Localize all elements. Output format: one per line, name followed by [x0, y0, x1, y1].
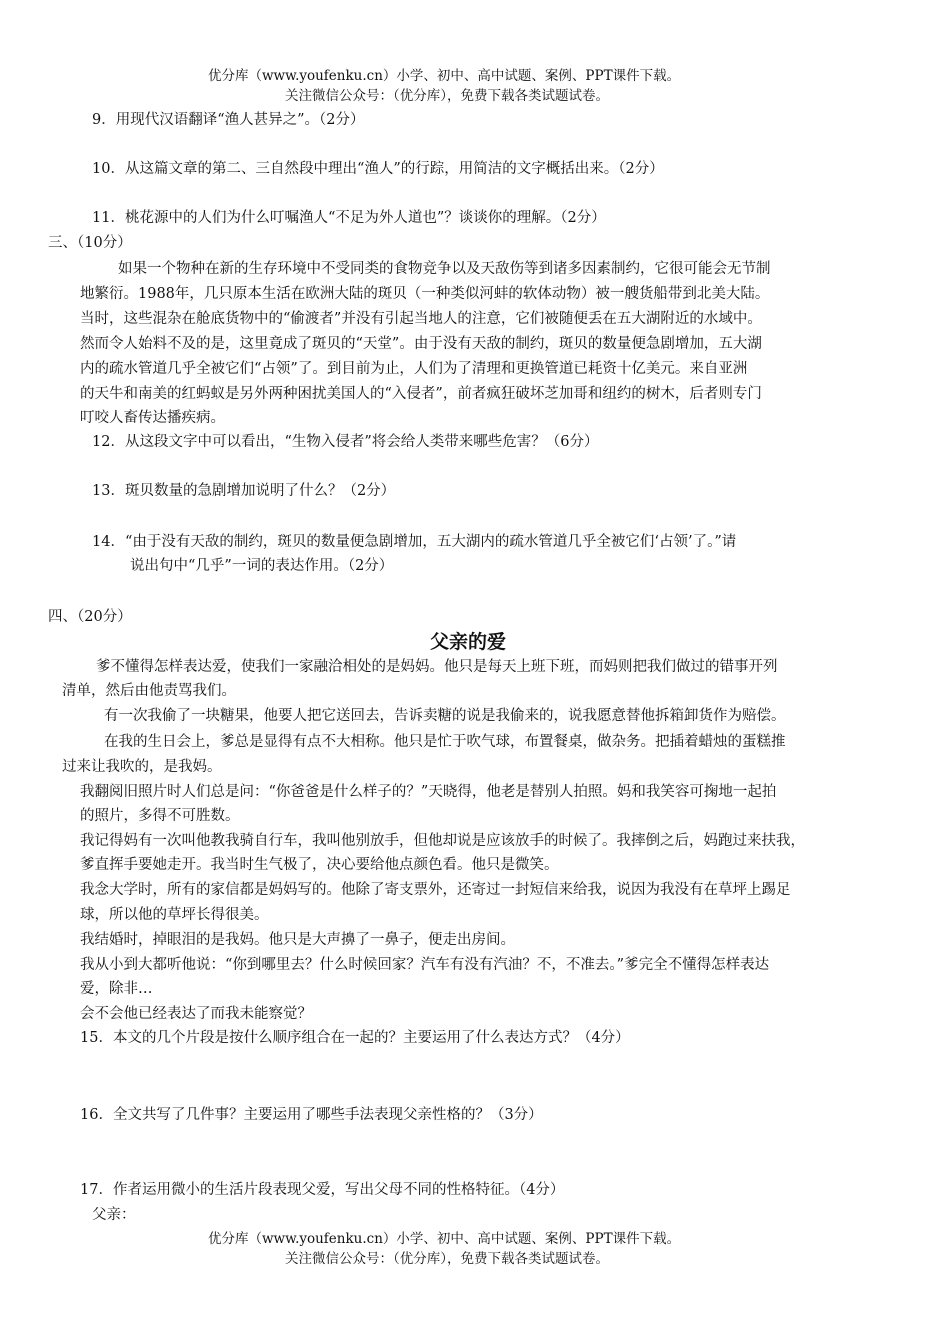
question-15: 15．本文的几个片段是按什么顺序组合在一起的？主要运用了什么表达方式？（4分） — [80, 1030, 630, 1046]
passage-4-line: 我念大学时，所有的家信都是妈妈写的。他除了寄支票外，还寄过一封短信来给我，说因为我没有在草坪上踢足 — [80, 882, 791, 898]
passage-3-line: 然而令人始料不及的是，这里竟成了斑贝的“天堂”。由于没有天敌的制约，斑贝的数量便急剧增加，五大湖 — [80, 336, 762, 352]
passage-4-line: 在我的生日会上，爹总是显得有点不大相称。他只是忙于吹气球，布置餐桌，做杂务。把插着蜡烛的蛋糕推 — [104, 734, 786, 750]
passage-4-line: 的照片，多得不可胜数。 — [80, 808, 240, 824]
question-12: 12．从这段文字中可以看出，“生物入侵者”将会给人类带来哪些危害？（6分） — [92, 434, 599, 450]
question-14: 14．“由于没有天敌的制约，斑贝的数量便急剧增加，五大湖内的疏水管道几乎全被它们‘占领’了。”请 — [92, 534, 737, 550]
passage-4-line: 过来让我吹的，是我妈。 — [62, 759, 222, 775]
question-9: 9．用现代汉语翻译“渔人甚异之”。（2分） — [92, 112, 365, 128]
passage-4-line: 清单，然后由他责骂我们。 — [62, 683, 236, 699]
passage-3-line: 当时，这些混杂在舱底货物中的“偷渡者”并没有引起当地人的注意，它们被随便丢在五大湖附近的水域中。 — [80, 311, 762, 327]
section-3-heading: 三、（10分） — [48, 235, 132, 251]
passage-4-line: 爱，除非… — [80, 981, 153, 997]
question-11: 11．桃花源中的人们为什么叮嘱渔人“不足为外人道也”？谈谈你的理解。（2分） — [92, 210, 606, 226]
footer-line-2: 关注微信公众号：（优分库），免费下载各类试题试卷。 — [285, 1251, 609, 1267]
question-17: 17．作者运用微小的生活片段表现父爱，写出父母不同的性格特征。（4分） — [80, 1182, 565, 1198]
passage-4-line: 会不会他已经表达了而我未能察觉？ — [80, 1006, 312, 1022]
passage-4-line: 爹直挥手要她走开。我当时生气极了，决心要给他点颜色看。他只是微笑。 — [80, 857, 559, 873]
passage-4-line: 球，所以他的草坪长得很美。 — [80, 907, 269, 923]
passage-3-line: 叮咬人畜传达播疾病。 — [80, 410, 225, 426]
question-14-cont: 说出句中“几乎”一词的表达作用。（2分） — [130, 558, 394, 574]
question-13: 13．斑贝数量的急剧增加说明了什么？（2分） — [92, 483, 396, 499]
footer-line-1: 优分库（www.youfenku.cn）小学、初中、高中试题、案例、PPT课件下载。 — [208, 1231, 681, 1247]
passage-3-line: 地繁衍。1988年，几只原本生活在欧洲大陆的斑贝（一种类似河蚌的软体动物）被一艘货船带到北美大陆。 — [80, 286, 770, 302]
question-17-father-label: 父亲： — [92, 1207, 136, 1223]
passage-4-line: 爹不懂得怎样表达爱，使我们一家融洽相处的是妈妈。他只是每天上班下班，而妈则把我们做过的错事开列 — [96, 659, 778, 675]
question-10: 10．从这篇文章的第二、三自然段中理出“渔人”的行踪，用简洁的文字概括出来。（2分） — [92, 161, 664, 177]
passage-3-line: 内的疏水管道几乎全被它们“占领”了。到目前为止，人们为了清理和更换管道已耗资十亿美元。来自亚洲 — [80, 361, 748, 377]
passage-4-line: 有一次我偷了一块糖果，他要人把它送回去，告诉卖糖的说是我偷来的，说我愿意替他拆箱卸货作为赔偿。 — [104, 708, 786, 724]
section-4-heading: 四、（20分） — [48, 609, 132, 625]
header-line-2: 关注微信公众号：（优分库），免费下载各类试题试卷。 — [285, 88, 609, 104]
article-title: 父亲的爱 — [430, 631, 507, 653]
passage-3-line: 如果一个物种在新的生存环境中不受同类的食物竞争以及天敌伤等到诸多因素制约，它很可能会无节制 — [118, 261, 771, 277]
passage-4-line: 我翻阅旧照片时人们总是问：“你爸爸是什么样子的？”天晓得，他老是替别人拍照。妈和我笑容可掬地一起拍 — [80, 784, 777, 800]
passage-4-line: 我从小到大都听他说：“你到哪里去？什么时候回家？汽车有没有汽油？不，不准去。”爹完全不懂得怎样表达 — [80, 957, 770, 973]
passage-4-line: 我结婚时，掉眼泪的是我妈。他只是大声擤了一鼻子，便走出房间。 — [80, 932, 515, 948]
header-line-1: 优分库（www.youfenku.cn）小学、初中、高中试题、案例、PPT课件下载。 — [208, 68, 681, 84]
passage-3-line: 的天牛和南美的红蚂蚁是另外两种困扰美国人的“入侵者”，前者疯狂破坏芝加哥和纽约的树木，后者则专门 — [80, 386, 762, 402]
question-16: 16．全文共写了几件事？主要运用了哪些手法表现父亲性格的？（3分） — [80, 1107, 543, 1123]
passage-4-line: 我记得妈有一次叫他教我骑自行车，我叫他别放手，但他却说是应该放手的时候了。我摔倒之后，妈跑过来扶我， — [80, 833, 805, 849]
